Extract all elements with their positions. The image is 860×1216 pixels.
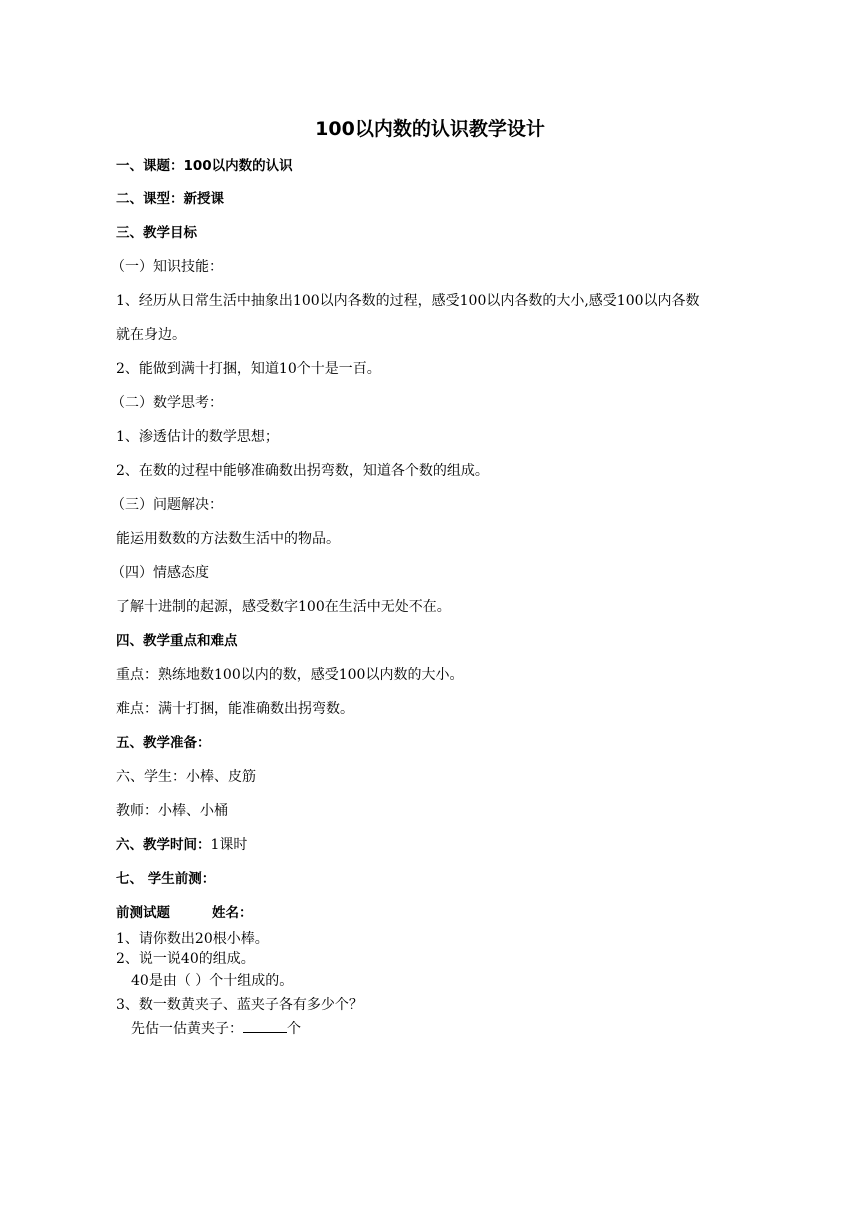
knowledge-item-2: 2、能做到满十打捆，知道10个十是一百。 — [116, 361, 381, 377]
pretest-heading: 七、 学生前测： — [116, 871, 216, 887]
lesson-type-line: 二、课型：新授课 — [116, 191, 224, 207]
thinking-heading: （二）数学思考： — [111, 395, 223, 411]
pretest-title: 前测试题 — [116, 905, 170, 921]
question-3-sub-line — [131, 1018, 301, 1039]
prep-teacher: 教师：小棒、小桶 — [116, 803, 228, 819]
topic-line: 一、课题：100以内数的认识 — [116, 158, 293, 174]
knowledge-item-1a: 1、经历从日常生活中抽象出100以内各数的过程，感受100以内各数的大小,感受100以内各数 — [116, 293, 700, 309]
prep-heading: 五、教学准备： — [116, 735, 211, 751]
key-point: 重点：熟练地数100以内的数，感受100以内数的大小。 — [116, 667, 464, 683]
pretest-title-line — [116, 903, 253, 923]
key-heading: 四、教学重点和难点 — [116, 633, 238, 649]
time-value: 1课时 — [210, 837, 248, 853]
question-3-unit: 个 — [287, 1021, 301, 1037]
question-2-sub: 40是由（ ）个十组成的。 — [131, 973, 294, 989]
difficult-point: 难点：满十打捆，能准确数出拐弯数。 — [116, 701, 354, 717]
time-label: 六、教学时间： — [116, 837, 211, 853]
thinking-item-1: 1、渗透估计的数学思想； — [116, 429, 279, 445]
answer-blank — [243, 1018, 287, 1033]
question-3-sub: 先估一估黄夹子： — [131, 1021, 243, 1037]
question-3: 3、数一数黄夹子、蓝夹子各有多少个？ — [116, 997, 363, 1013]
knowledge-item-1b: 就在身边。 — [116, 327, 186, 343]
knowledge-heading: （一）知识技能： — [111, 259, 223, 275]
document-title: 100以内数的认识教学设计 — [315, 118, 545, 140]
prep-student: 六、学生：小棒、皮筋 — [116, 769, 256, 785]
pretest-name-label: 姓名： — [212, 905, 253, 921]
thinking-item-2: 2、在数的过程中能够准确数出拐弯数，知道各个数的组成。 — [116, 463, 489, 479]
question-2: 2、说一说40的组成。 — [116, 951, 255, 967]
goals-heading: 三、教学目标 — [116, 225, 197, 241]
time-line — [116, 835, 247, 855]
question-1: 1、请你数出20根小棒。 — [116, 931, 269, 947]
attitude-heading: （四）情感态度 — [111, 565, 209, 581]
attitude-item-1: 了解十进制的起源，感受数字100在生活中无处不在。 — [116, 599, 451, 615]
problem-heading: （三）问题解决： — [111, 497, 223, 513]
problem-item-1: 能运用数数的方法数生活中的物品。 — [116, 531, 340, 547]
